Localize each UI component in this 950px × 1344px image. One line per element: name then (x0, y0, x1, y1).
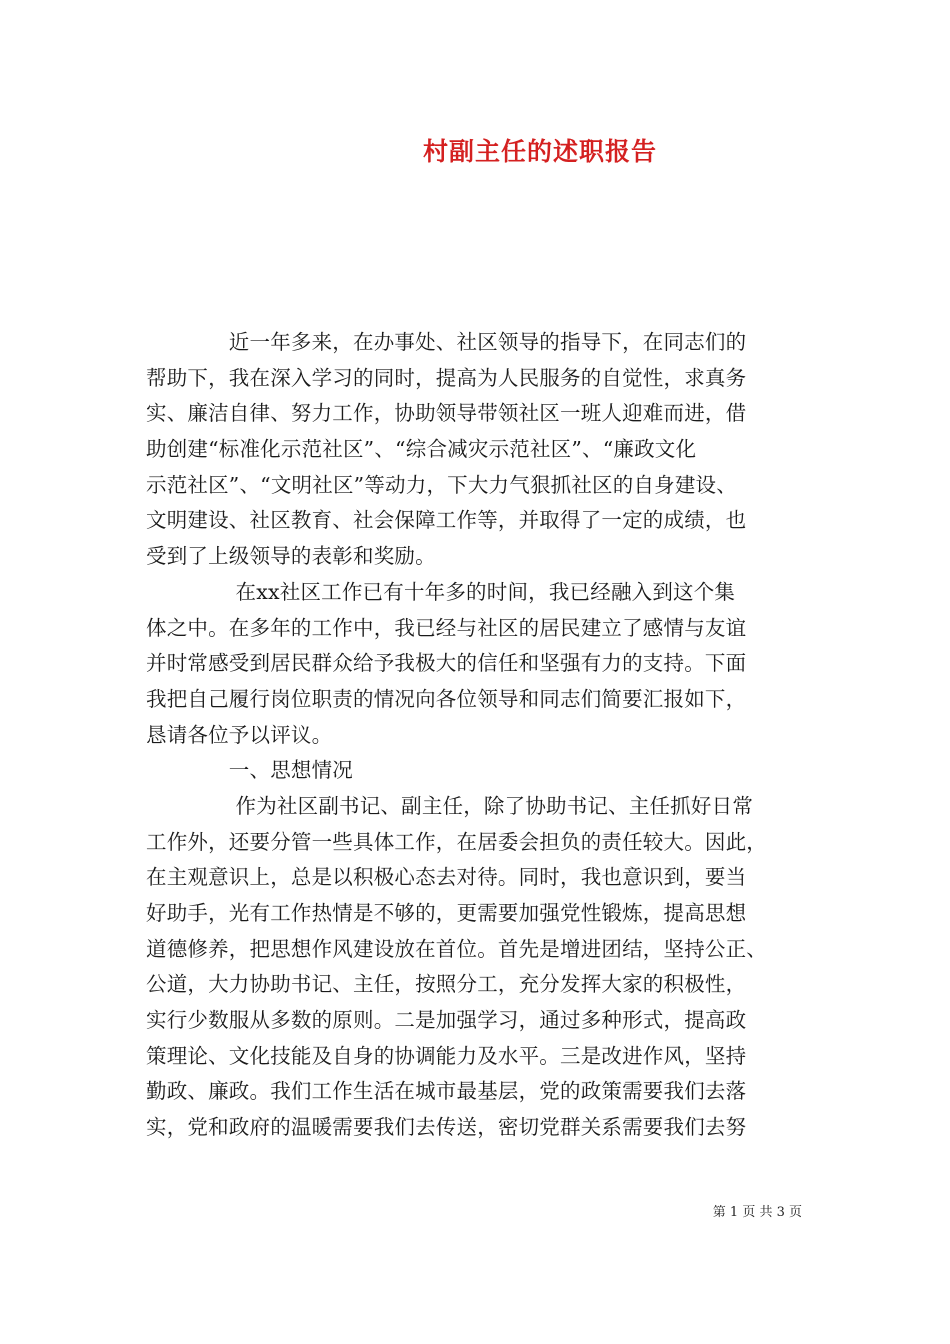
text-line: 实，党和政府的温暖需要我们去传送，密切党群关系需要我们去努 (146, 1115, 747, 1140)
document-title: 村副主任的述职报告 (422, 137, 657, 166)
text-line: 道德修养，把思想作风建设放在首位。首先是增进团结，坚持公正、 (146, 936, 767, 961)
text-line: 勤政、廉政。我们工作生活在城市最基层，党的政策需要我们去落 (146, 1079, 747, 1104)
text-line: 示范社区”、“文明社区”等动力，下大力气狠抓社区的自身建设、 (146, 472, 737, 497)
text-line: 作为社区副书记、副主任，除了协助书记、主任抓好日常 (146, 793, 754, 818)
page-footer: 第 1 页 共 3 页 (712, 1205, 802, 1220)
text-line: 助创建“标准化示范社区”、“综合减灾示范社区”、“廉政文化 (146, 437, 697, 462)
text-line: 实行少数服从多数的原则。二是加强学习，通过多种形式，提高政 (146, 1008, 747, 1033)
text-line: 公道，大力协助书记、主任，按照分工，充分发挥大家的积极性， (146, 972, 747, 997)
text-line: 在主观意识上，总是以积极心态去对待。同时，我也意识到，要当 (146, 865, 747, 890)
text-line: 文明建设、社区教育、社会保障工作等，并取得了一定的成绩，也 (146, 508, 747, 533)
text-line: 好助手，光有工作热情是不够的，更需要加强党性锻炼，提高思想 (146, 901, 747, 925)
text-line: 体之中。在多年的工作中，我已经与社区的居民建立了感情与友谊 (146, 615, 747, 640)
text-line: 并时常感受到居民群众给予我极大的信任和坚强有力的支持。下面 (146, 651, 747, 676)
text-line: 受到了上级领导的表彰和奖励。 (146, 544, 436, 569)
text-line: 策理论、文化技能及自身的协调能力及水平。三是改进作风，坚持 (146, 1043, 747, 1068)
text-line: 实、廉洁自律、努力工作，协助领导带领社区一班人迎难而进，借 (146, 401, 747, 426)
text-line: 一、思想情况 (146, 758, 353, 783)
text-line: 近一年多来，在办事处、社区领导的指导下，在同志们的 (146, 330, 747, 354)
text-line: 我把自己履行岗位职责的情况向各位领导和同志们简要汇报如下， (146, 686, 747, 711)
text-line: 在xx社区工作已有十年多的时间，我已经融入到这个集 (146, 579, 736, 604)
document-body (146, 325, 818, 1146)
text-line: 恳请各位予以评议。 (146, 722, 333, 747)
text-line: 帮助下，我在深入学习的同时，提高为人民服务的自觉性，求真务 (146, 365, 747, 390)
text-line: 工作外，还要分管一些具体工作，在居委会担负的责任较大。因此， (146, 829, 767, 854)
